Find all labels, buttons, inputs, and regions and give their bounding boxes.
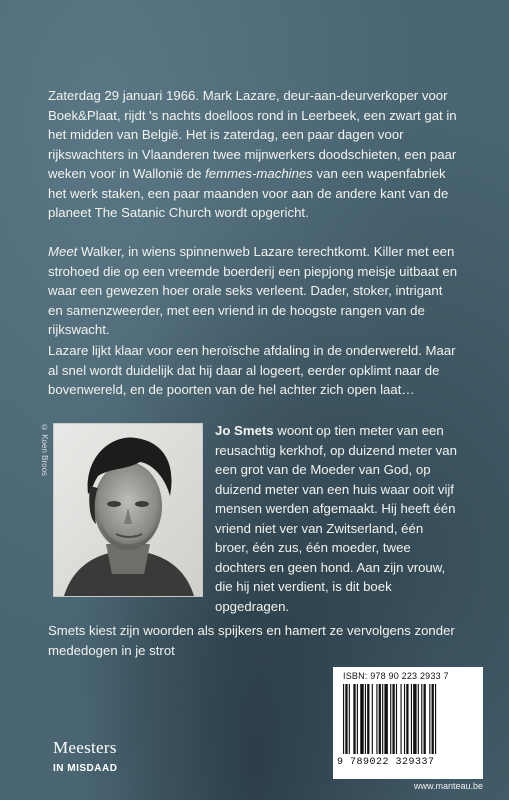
author-portrait-image bbox=[54, 424, 202, 596]
blurb-p1-emphasis: femmes-machines bbox=[205, 166, 313, 181]
blurb-paragraph-3: Lazare lijkt klaar voor een heroïsche afdaling in de onderwereld. Maar al snel wordt duidelijk dat hij daar al logeert, eerder opklimt naar de bovenwereld, en de poorten van de hel achter zich open laat… bbox=[48, 343, 456, 397]
ean-digits: 9 789022 329337 bbox=[337, 757, 435, 768]
logo-line-1: Meesters bbox=[53, 738, 117, 757]
blurb-paragraph-2 bbox=[48, 242, 460, 340]
blurb-paragraph-1 bbox=[48, 86, 460, 223]
author-bio-text: woont op tien meter van een reusachtig kerkhof, op duizend meter van een grot van de Moeder van God, op duizend meter van een huis waar ooit vijf mensen werden afgemaakt. Hij heeft één vriend niet ver van Zwitserland, één broer, één zus, één moeder, twee dochters en geen hond. Aan zijn vrouw, die hij niet verdient, is dit boek opgedragen. bbox=[215, 423, 457, 614]
photo-credit: © Koen Broos bbox=[40, 423, 49, 477]
author-bio bbox=[215, 421, 460, 616]
publisher-website: www.manteau.be bbox=[413, 781, 483, 791]
publisher-series-logo bbox=[53, 738, 117, 776]
isbn-label: ISBN: 978 90 223 2933 7 bbox=[343, 671, 449, 681]
logo-line-2: IN MISDAAD bbox=[53, 763, 118, 774]
blurb-p2-emphasis: Meet bbox=[48, 244, 78, 259]
review-quote: Smets kiest zijn woorden als spijkers en hamert ze vervolgens zonder mededogen in je strot bbox=[48, 623, 455, 658]
author-photo bbox=[53, 423, 203, 597]
barcode-box bbox=[333, 667, 483, 779]
blurb-p1-tail: van een wapenfabriek het werk staken, een paar maanden voor aan de andere kant van de planeet The Satanic Church wordt opgericht. bbox=[48, 166, 449, 220]
author-name: Jo Smets bbox=[215, 423, 274, 438]
barcode-icon bbox=[343, 684, 473, 758]
blurb-p2-text: Walker, in wiens spinnenweb Lazare terechtkomt. Killer met een strohoed die op een vreemde boerderij een piepjong meisje uitbaat en waar een gewezen hoer orale seks verleent. Dader, stoker, intrigant en samenzweerder, met een vriend in de hoogste rangen van de rijkswacht. bbox=[48, 244, 458, 337]
blurb-p1-text: Zaterdag 29 januari 1966. Mark Lazare, deur-aan-deurverkoper voor Boek&Plaat, rijdt 's nachts doelloos rond in Leerbeek, een zwart gat in het midden van België. Het is zaterdag, een paar dagen voor rijkswachters in Vlaanderen twee mijnwerkers doodschieten, een paar weken voor in Wallonië de bbox=[48, 88, 457, 181]
